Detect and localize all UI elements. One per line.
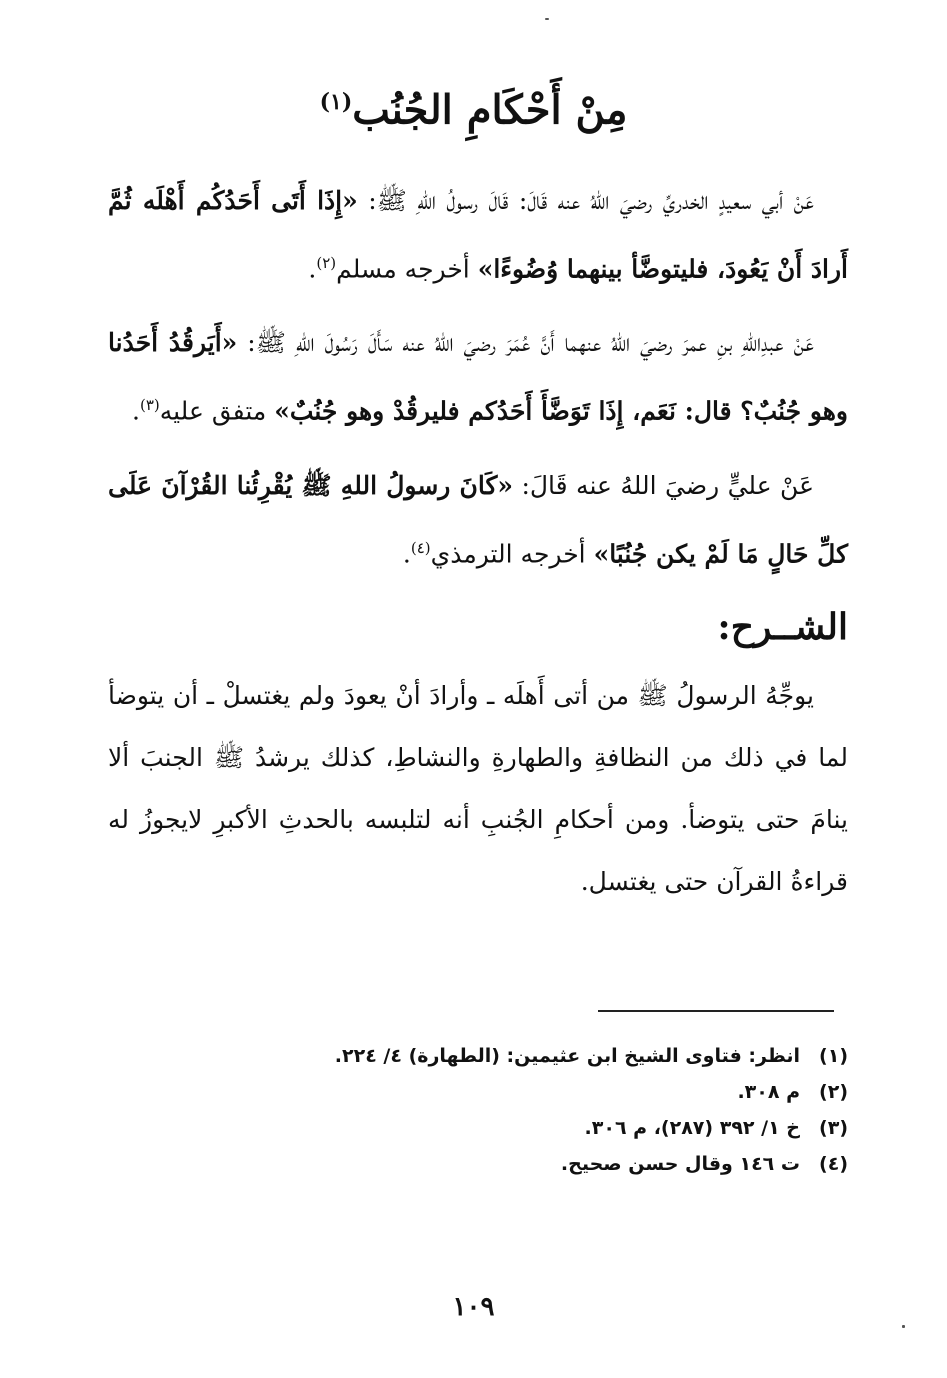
hadith-paragraph xyxy=(108,312,848,442)
footnote-number: (١) xyxy=(819,1045,848,1067)
hadith-quote: «أَيَرقُدُ أَحَدُنا وهو جُنُبٌ؟ قال: نَعَم، إِذَا تَوَضَّأَ أَحَدُكم فليرقُدْ وهو جُنُبٌ» xyxy=(108,328,848,426)
hadith-paragraph xyxy=(108,455,848,585)
footnote xyxy=(300,1146,848,1182)
footnote-ref: (٣) xyxy=(139,396,160,415)
main-text xyxy=(108,170,848,925)
footnote-text: م ٣٠٨. xyxy=(737,1081,800,1103)
footnote-text: ت ١٤٦ وقال حسن صحيح. xyxy=(560,1153,800,1175)
footnote-text: انظر: فتاوى الشيخ ابن عثيمين: (الطهارة) ٤/ ٢٢٤. xyxy=(334,1045,800,1067)
section-heading: الشــرح: xyxy=(717,605,848,648)
scan-speck xyxy=(545,18,549,20)
hadith-source: متفق عليه xyxy=(159,396,275,426)
title-footnote-ref: (١) xyxy=(319,89,353,115)
page-number: ١٠٩ xyxy=(452,1292,495,1322)
hadith-source: أخرجه الترمذي xyxy=(430,538,594,568)
hadith-intro: عَنْ أبي سعيدٍ الخدريِّ رضيَ اللهُ عنه قَالَ: قَالَ رسولُ اللهِ ﷺ: xyxy=(357,186,814,215)
footnote-ref: (٢) xyxy=(316,254,337,272)
hadith-intro: عَنْ عبدِاللهِ بنِ عمرَ رضيَ اللهُ عنهما أَنَّ عُمَرَ رضيَ اللهُ عنه سَأَلَ رَسُولَ اللهِ ﷺ: xyxy=(237,328,814,358)
footnote-text: خ ١/ ٣٩٢ (٢٨٧)، م ٣٠٦. xyxy=(584,1117,800,1139)
hadith-quote: «كَانَ رسولُ اللهِ ﷺ يُقْرِئُنا القُرْآنَ عَلَى كلِّ حَالٍ مَا لَمْ يكن جُنُبًا» xyxy=(108,470,848,568)
footnote-separator xyxy=(598,1010,834,1012)
scan-speck xyxy=(902,1325,905,1328)
period: . xyxy=(402,538,411,568)
hadith-source: أخرجه مسلم xyxy=(336,254,478,284)
footnote-ref: (٤) xyxy=(410,538,431,557)
hadith-intro: عَنْ عليٍّ رضيَ اللهُ عنه قَالَ: xyxy=(513,470,814,500)
title-text: مِنْ أَحْكَامِ الجُنُب xyxy=(352,86,628,134)
hadith-quote: «إِذَا أَتَى أَحَدُكُم أَهْلَه ثُمَّ أَرادَ أَنْ يَعُودَ، فليتوضَّأ بينهما وُضُوءًا» xyxy=(108,186,848,284)
explanation-paragraph: يوجِّهُ الرسولُ ﷺ من أتى أَهلَه ـ وأرادَ أنْ يعودَ ولم يغتسلْ ـ أن يتوضأ لما في ذلك من النظافةِ والطهارةِ والنشاطِ، كذلك يرشدُ ﷺ الجنبَ ألا ينامَ حتى يتوضأ. ومن أحكامِ الجُنبِ أنه لتلبسه بالحدثِ الأكبرِ لايجوزُ له قراءةُ القرآن حتى يغتسل. xyxy=(108,680,848,896)
footnote-number: (٣) xyxy=(819,1117,848,1139)
footnote-number: (٤) xyxy=(819,1153,848,1175)
footnotes xyxy=(300,1038,848,1182)
hadith-paragraph xyxy=(108,170,848,300)
period: . xyxy=(308,254,317,284)
footnote xyxy=(300,1074,848,1110)
page-title xyxy=(0,72,947,140)
footnote xyxy=(300,1110,848,1146)
footnote-number: (٢) xyxy=(819,1081,848,1103)
period: . xyxy=(132,396,140,426)
footnote xyxy=(300,1038,848,1074)
